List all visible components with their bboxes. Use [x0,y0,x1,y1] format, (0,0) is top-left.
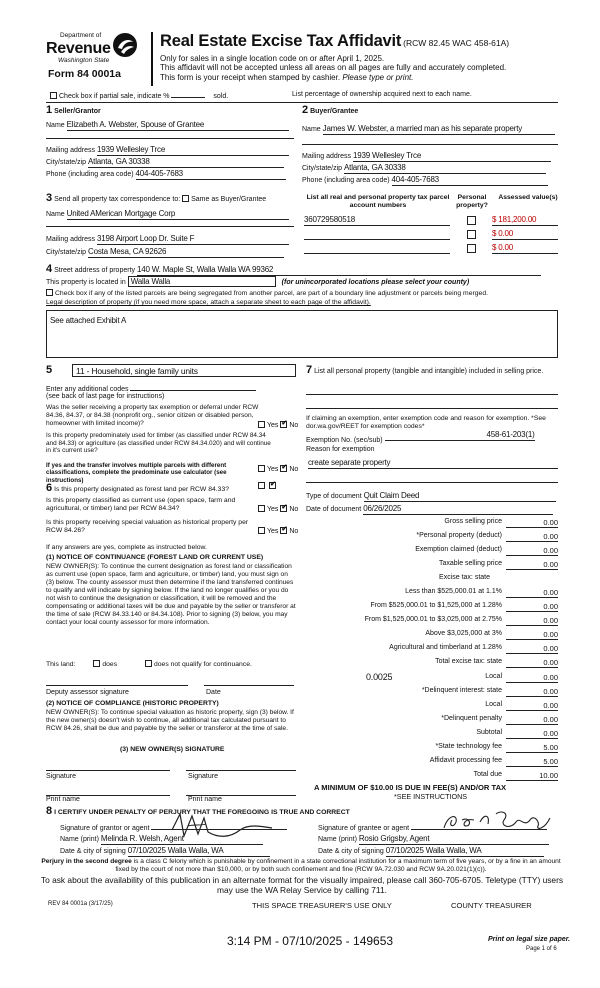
notice-compliance-body: NEW OWNER(S): To continue special valuation as historic property, sign (3) below. If the new owner(s) doesn't wish to continue, all additional tax calculated pursuant to RCW 84.26, shall be due and payable by the seller or transferor at the time of sale. [46,709,294,733]
exemption-note: If claiming an exemption, enter exemption code and reason for exemption. *See dor.wa.gov/REET for exemption codes* [306,415,546,431]
new-owner-signature-heading: (3) NEW OWNER(S) SIGNATURE [120,746,225,753]
calc-value[interactable]: 0.00 [506,687,558,697]
document-type-label: Type of document [306,493,362,500]
corr-city-row [46,247,284,258]
calc-row [302,729,560,739]
does-label: does [102,661,118,668]
calc-label: Total due [473,771,502,778]
tax-calculation [302,518,560,780]
calc-value[interactable]: 5.00 [506,757,558,767]
calc-value[interactable]: 5.00 [506,743,558,753]
notice-compliance-heading: (2) NOTICE OF COMPLIANCE (HISTORIC PROPERTY) [46,700,219,707]
q2-no-label: No [289,466,299,473]
calc-value[interactable]: 10.00 [506,771,558,781]
segregate-checkbox[interactable] [46,289,53,296]
partial-sale-label: Check box if partial sale, indicate % [59,93,170,100]
form-number: Form 84 0001a [48,68,121,80]
if-yes-note: If any answers are yes, complete as instructed below. [46,544,207,551]
calc-row [302,687,560,697]
treasurer-stamp: 3:14 PM - 07/10/2025 - 149653 [226,934,394,948]
seller-name-label: Name [46,122,65,129]
calc-label: Less than $525,000.01 at 1.1% [405,588,502,595]
calc-label: Excise tax: state [439,574,490,581]
corr-city-label: City/state/zip [46,249,87,256]
calc-label: Taxable selling price [438,560,502,567]
owner-signature-line-1[interactable] [46,770,170,771]
same-as-buyer-label: Same as Buyer/Grantee [191,196,267,203]
sold-label: sold. [213,93,229,100]
calc-label: From $1,525,000.01 to $3,025,000 at 2.75% [364,616,502,623]
timber-question-note: If yes and the transfer involves multiple parcels with different classifications, complete the predominate use calculator (see instructions) [46,462,227,484]
corr-name-extra-line [46,226,294,227]
located-in-label: This property is located in [46,279,126,286]
q1-no-label: No [289,422,299,429]
personal-property-heading: List all personal property (tangible and intangible) included in selling price. [314,368,544,375]
buyer-section [302,104,358,117]
seller-phone-label: Phone (including area code) [46,171,134,178]
buyer-address-field[interactable]: 1939 Wellesley Trce [353,151,551,162]
exemption-reason-field[interactable]: create separate property [308,458,558,469]
section-7-number: 7 [306,364,313,376]
q4-yes-checkbox[interactable] [258,505,265,512]
local-rate: 0.0025 [366,672,393,682]
calc-value[interactable]: 0.00 [506,588,558,598]
section-4-number: 4 [46,263,53,275]
county-select[interactable]: Walla Walla [128,276,276,287]
buyer-phone-field[interactable]: 404-405-7683 [392,175,548,186]
subtitle-3b: Please type or print. [342,72,414,82]
does-not-qualify-checkbox[interactable] [145,660,152,667]
see-instructions-note: *SEE INSTRUCTIONS [394,792,468,801]
seller-address-label: Mailing address [46,147,96,154]
buyer-city-label: City/state/zip [302,165,343,172]
buyer-city-row [302,163,546,174]
calc-value[interactable]: 0.00 [506,729,558,739]
exemption-number-label: Exemption No. (sec/sub) [306,437,383,444]
calc-row [302,602,560,612]
exemption-reason-label: Reason for exemption [306,446,375,453]
calc-label: Local [485,701,502,708]
calc-label: *Delinquent interest: state [421,687,502,694]
corr-address-field[interactable]: 3198 Airport Loop Dr. Suite F [97,234,289,245]
exemption-deferral-question: Was the seller receiving a property tax exemption or deferral under RCW 84.36, 84.37, or 84.38 (nonprofit org., senior citizen or disabled person, homeowner with limited income)? [46,404,259,427]
calc-value[interactable]: 0.00 [506,518,558,528]
seller-address-field[interactable]: 1939 Wellesley Trce [97,145,289,156]
seller-name-extra-line [46,138,294,139]
calc-label: Exemption claimed (deduct) [415,546,502,553]
corr-address-row [46,234,289,245]
q2-yes-checkbox[interactable] [258,465,265,472]
subtitle-3a: This form is your receipt when stamped by cashier. [160,72,341,82]
calc-row [302,588,560,598]
calc-label: Local [485,673,502,680]
partial-sale-row [50,91,228,101]
does-not-label: does not qualify for continuance. [154,661,252,668]
legal-paper-note: Print on legal size paper. [488,936,571,943]
document-type-row [306,491,556,502]
grantor-signature-label: Signature of grantor or agent [60,825,150,832]
calc-label: *State technology fee [435,743,502,750]
section-2-number: 2 [302,104,309,116]
document-date-row [306,504,553,515]
buyer-name-field[interactable]: James W. Webster, a married man as his separate property [323,124,555,135]
grantee-date-field[interactable]: 07/10/2025 Walla Walla, WA [386,846,544,857]
parcel-account-field[interactable] [304,229,450,240]
section-8-number: 8 [46,805,53,817]
seller-phone-row [46,169,286,180]
notice-continuance-heading: (1) NOTICE OF CONTINUANCE (FOREST LAND OR CURRENT USE) [46,554,264,561]
grantor-name-label: Name (print) [60,836,99,843]
grantor-date-field[interactable]: 07/10/2025 Walla Walla, WA [128,846,270,857]
owner-signature-label-1: Signature [46,773,76,780]
perjury-notice [36,858,566,874]
corr-name-field[interactable]: United AMerican Mortgage Corp [67,209,289,220]
buyer-address-label: Mailing address [302,153,352,160]
street-address-label: Street address of property [54,267,136,274]
tax-correspondence-row [46,192,266,205]
unincorporated-note: (for unincorporated locations please select your county) [281,279,470,286]
parcel-account-field[interactable] [304,243,450,254]
page-number: Page 1 of 6 [526,946,557,952]
revision-label: REV 84 0001a (3/17/25) [48,901,113,907]
q5-yes-label: Yes [267,528,279,535]
owner-print-label-1: Print name [46,796,80,803]
grantee-date-label: Date & city of signing [318,848,384,855]
corr-address-label: Mailing address [46,236,96,243]
grantor-name-field[interactable]: Melinda R. Welsh, Agent [101,834,263,845]
q4-no-checkbox[interactable] [280,505,287,512]
alt-format-notice: To ask about the availability of this publication in an alternate format for the visually impaired, please call 360-705-6705. Teletype (TTY) users may use the WA Relay Service by calling 711. [40,875,564,895]
seller-phone-field[interactable]: 404-405-7683 [136,169,286,180]
q4-no-label: No [289,506,299,513]
seller-city-label: City/state/zip [46,159,87,166]
buyer-city-field[interactable]: Atlanta, GA 30338 [344,163,546,174]
calc-value[interactable]: 0.00 [506,658,558,668]
section-5-number: 5 [46,364,53,376]
parcel-account-field[interactable]: 360729580518 [304,215,450,226]
calc-label: Subtotal [476,729,502,736]
calc-label: *Delinquent penalty [441,715,502,722]
grantee-name-label: Name (print) [318,836,357,843]
calc-row [302,616,560,626]
calc-row [302,574,560,584]
top-rule [46,102,558,103]
assessed-value-col-header: Assessed value(s) [498,194,558,201]
owner-print-label-2: Print name [188,796,222,803]
grantee-signature-image [440,808,560,834]
ownership-note: List percentage of ownership acquired next to each name. [292,91,472,98]
revenue-swirl-icon [112,32,138,58]
legal-description-label: Legal description of property (if you need more space, attach a separate sheet to each page of the affidavit). [46,299,371,306]
section-1-number: 1 [46,104,53,116]
seller-section [46,104,296,117]
calc-row [302,743,560,753]
does-qualify-checkbox[interactable] [93,660,100,667]
subtitle-2: This affidavit will not be accepted unless all areas on all pages are fully and accurately completed. [160,63,507,73]
personal-property-line-2[interactable] [306,408,558,409]
calc-row [302,644,560,654]
timber-answer [258,465,298,474]
grantor-date-row [60,846,270,857]
notice-continuance-body: NEW OWNER(S): To continue the current designation as forest land or classification as current use (open space, farm and agriculture, or timber) land, you must sign on (3) below. The county assessor must then determine if the land transferred continues to qualify and will indicate by signing below. If the land no longer qualifies or you do not wish to continue the designation or classification, it will be removed and the compensating or additional taxes will be due and payable by the seller or transferor at the time of sale (RCW 84.33.140 or 84.34.108). Prior to signing (3) below, you may contact your local county assessor for more information. [46,563,296,627]
calc-value[interactable]: 0.00 [506,701,558,711]
section-7-row [306,364,558,377]
calc-value[interactable]: 0.00 [506,560,558,570]
calc-label: Gross selling price [444,518,502,525]
owner-signature-line-2[interactable] [186,770,296,771]
calc-row [302,715,560,725]
subtitle-3 [160,73,580,83]
calc-row [302,560,560,570]
calc-label: Affidavit processing fee [429,757,502,764]
buyer-name-label: Name [302,126,321,133]
exemption-reason-line-2[interactable] [306,482,558,483]
this-land-label: This land: [46,661,76,668]
grantor-date-label: Date & city of signing [60,848,126,855]
this-land-row [46,660,252,669]
calc-value[interactable]: 0.00 [506,715,558,725]
document-date-label: Date of document [306,506,362,513]
q4-yes-label: Yes [267,506,279,513]
calc-row [302,532,560,542]
assessed-value-field[interactable]: $ 181,200.00 [492,215,558,226]
grantee-name-row [318,834,549,845]
q1-yes-checkbox[interactable] [258,421,265,428]
corr-name-row [46,209,289,220]
calc-value[interactable]: 0.00 [506,630,558,640]
additional-codes-note: (see back of last page for instructions) [46,393,165,400]
parcel-col-header: List all real and personal property tax parcel account numbers [306,194,450,210]
calc-row [302,630,560,640]
deputy-signature-label: Deputy assessor signature [46,689,129,696]
grantor-name-row [60,834,263,845]
form-title: Real Estate Excise Tax Affidavit [160,32,402,50]
grantee-signature-label: Signature of grantee or agent [318,825,410,832]
q1-yes-label: Yes [267,422,279,429]
calc-value[interactable]: 0.00 [506,644,558,654]
treasurer-use-label: THIS SPACE TREASURER'S USE ONLY [252,901,392,910]
located-in-row [46,276,469,287]
calc-value[interactable]: 0.00 [506,546,558,556]
parcel-row-2 [304,229,560,241]
calc-value[interactable]: 0.00 [506,616,558,626]
seller-city-row [46,157,284,168]
exemption-number-row [306,430,535,446]
calc-row [302,658,560,668]
street-address-row [46,263,541,276]
buyer-phone-label: Phone (including area code) [302,177,390,184]
personal-property-col-header: Personal property? [456,194,488,210]
land-use-code-select[interactable]: 11 - Household, single family units [72,364,296,377]
q5-no-checkbox[interactable] [280,527,287,534]
calc-value[interactable]: 0.00 [506,673,558,683]
dor-logo [46,32,146,82]
exemption-number-field[interactable]: 458-61-203(1) [385,430,535,441]
subtitle-1: Only for sales in a single location code on or after April 1, 2025. [160,53,385,63]
calc-value[interactable]: 0.00 [506,602,558,612]
buyer-phone-row [302,175,548,186]
document-type-field[interactable]: Quit Claim Deed [364,491,556,502]
deputy-date-label: Date [206,689,221,696]
exemption-deferral-answer [258,421,298,430]
q5-yes-checkbox[interactable] [258,527,265,534]
section-5-row [46,364,52,377]
minimum-due-note: A MINIMUM OF $10.00 IS DUE IN FEE(S) AND/OR TAX [314,783,507,792]
q2-no-checkbox[interactable] [280,465,287,472]
seller-city-field[interactable]: Atlanta, GA 30338 [88,157,284,168]
parcel-row-1 [304,215,560,227]
additional-codes-field[interactable] [130,383,256,391]
parcel-row-3 [304,243,560,255]
q3-no-checkbox[interactable] [269,482,276,489]
calc-row [302,673,560,683]
personal-property-checkbox[interactable] [467,230,476,239]
seller-name-row [46,120,296,131]
historic-answer [258,527,298,536]
segregate-row [46,289,488,298]
corr-city-field[interactable]: Costa Mesa, CA 92626 [88,247,284,258]
deputy-signature-line[interactable] [46,685,188,686]
calc-row [302,771,560,781]
street-address-field[interactable]: 140 W. Maple St, Walla Walla WA 99362 [137,265,541,276]
calc-value[interactable]: 0.00 [506,532,558,542]
partial-pct-field[interactable] [171,91,205,98]
perjury-body: is a class C felony which is punishable by confinement in a state correctional institution for a maximum term of five years, or by a fine in an amount fixed by the court of not more than $10,000, or by both such confinement and fine (RCW 9A.72.030 and RCW 9A.20.021(1)(c)). [115,858,561,874]
grantee-name-field[interactable]: Rosio Grigsby, Agent [359,834,549,845]
seller-name-field[interactable]: Elizabeth A. Webster, Spouse of Grantee [67,120,289,131]
assessed-value-field[interactable]: $ 0.00 [492,243,558,254]
calc-label: Total excise tax: state [435,658,502,665]
section-6-number: 6 [46,482,53,494]
calc-row [302,701,560,711]
grantee-date-row [318,846,544,857]
corr-name-label: Name [46,211,65,218]
personal-property-line-1[interactable] [306,394,558,395]
forest-land-answer [258,482,278,491]
dept-line: Department of [60,32,102,39]
same-as-buyer-checkbox[interactable] [182,195,189,202]
calc-label: Above $3,025,000 at 3% [425,630,502,637]
additional-codes-label: Enter any additional codes [46,386,129,393]
owner-signature-label-2: Signature [188,773,218,780]
revenue-word: Revenue [46,40,111,57]
buyer-name-extra-line [302,144,558,145]
q1-no-checkbox[interactable] [280,421,287,428]
calc-label: From $525,000.01 to $1,525,000 at 1.28% [370,602,502,609]
certify-statement: I CERTIFY UNDER PENALTY OF PERJURY THAT THE FOREGOING IS TRUE AND CORRECT [54,809,350,816]
timber-question: Is this property predominately used for timber (as classified under RCW 84.34 and 84.33) or agriculture (as classified under RCW 84.34.020) and will continue in it's current use? [46,432,271,455]
document-date-field[interactable]: 06/26/2025 [363,504,553,515]
header-divider [151,32,153,86]
deputy-date-line[interactable] [204,685,294,686]
personal-property-checkbox[interactable] [467,216,476,225]
segregate-label: Check box if any of the listed parcels are being segregated from another parcel, are part of a boundary line adjustment or parcels being merged. [55,290,488,297]
title-block [160,32,580,83]
section-3-number: 3 [46,192,53,204]
buyer-name-row [302,124,555,135]
county-treasurer-label: COUNTY TREASURER [451,901,532,910]
personal-property-checkbox[interactable] [467,244,476,253]
perjury-heading: Perjury in the second degree [41,858,132,865]
buyer-address-row [302,151,551,162]
tax-correspondence-heading: Send all property tax correspondence to: [54,196,181,203]
q5-no-label: No [289,528,299,535]
historic-question: Is this property receiving special valuation as historical property per RCW 84.26? [46,519,249,535]
partial-sale-checkbox[interactable] [50,92,57,99]
rcw-reference: (RCW 82.45 WAC 458-61A) [403,38,510,48]
q3-yes-checkbox[interactable] [258,482,265,489]
calc-row [302,546,560,556]
buyer-heading: Buyer/Grantee [310,108,359,115]
q2-yes-label: Yes [267,466,279,473]
current-use-answer [258,505,298,514]
seller-address-row [46,145,289,156]
seller-heading: Seller/Grantor [54,108,101,115]
assessed-value-field[interactable]: $ 0.00 [492,229,558,240]
state-line: Washington State [58,57,110,64]
forest-land-question: Is this property designated as forest land per RCW 84.33? [54,486,230,493]
calc-label: *Personal property (deduct) [416,532,502,539]
legal-description-field[interactable]: See attached Exhibit A [46,310,558,358]
calc-row [302,518,560,528]
calc-row [302,757,560,767]
current-use-question: Is this property classified as current use (open space, farm and agricultural, or timber) land per RCW 84.34? [46,497,236,513]
calc-label: Agricultural and timberland at 1.28% [389,644,502,651]
